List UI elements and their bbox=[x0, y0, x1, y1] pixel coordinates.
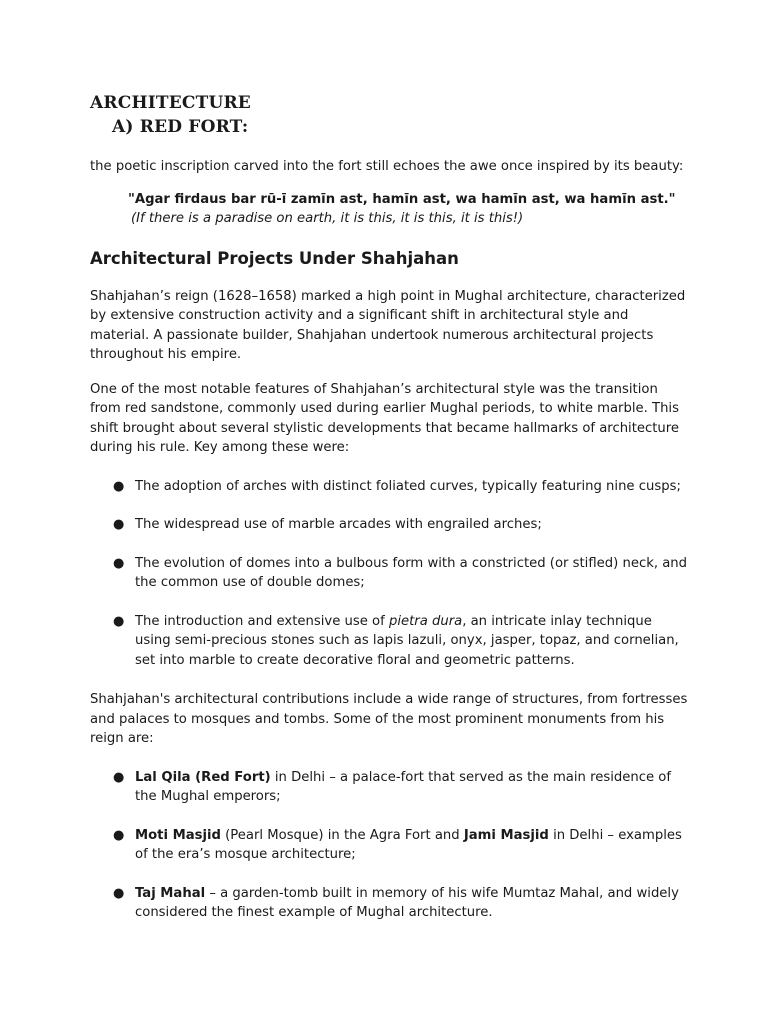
bullet-icon: ● bbox=[113, 613, 125, 629]
subsection-heading-text: RED FORT: bbox=[139, 117, 249, 137]
feature-text-pre: The introduction and extensive use of bbox=[135, 613, 389, 629]
feature-term: pietra dura bbox=[388, 613, 463, 629]
list-item bbox=[90, 884, 690, 923]
feature-text: The adoption of arches with distinct foliated curves, typically featuring nine cusps; bbox=[135, 478, 681, 494]
feature-text: The widespread use of marble arcades with engrailed arches; bbox=[135, 517, 542, 532]
paragraph-reign: Shahjahan’s reign (1628–1658) marked a high point in Mughal architecture, characterized by extensive construction activity and a significant shift in architectural style and material. A passionate builder, Shahjahan undertook numerous architectural projects throughout his empire. bbox=[90, 288, 686, 362]
feature-text: The evolution of domes into a bulbous form with a constricted (or stifled) neck, and the common use of double domes; bbox=[135, 555, 688, 590]
document-page bbox=[90, 92, 690, 923]
inscription-quote bbox=[128, 190, 690, 228]
monument-text: in Delhi – a palace-fort that served as the main residence of the Mughal emperors; bbox=[135, 769, 671, 804]
monument-name: Taj Mahal bbox=[135, 885, 206, 901]
monument-name: Moti Masjid bbox=[135, 827, 221, 843]
bullet-icon: ● bbox=[113, 517, 125, 532]
feature-text-post: , an intricate inlay technique using semi-precious stones such as lapis lazuli, onyx, jasper, topaz, and cornelian, set into marble to create decorative floral and geometric patterns. bbox=[135, 613, 679, 668]
intro-paragraph: the poetic inscription carved into the fort still echoes the awe once inspired by its beauty: bbox=[90, 159, 684, 174]
features-list bbox=[90, 477, 690, 671]
paragraph-style: One of the most notable features of Shahjahan’s architectural style was the transition from red sandstone, commonly used during earlier Mughal periods, to white marble. This shift brought about several stylistic developments that became hallmarks of architecture during his rule. Key among these were: bbox=[90, 381, 680, 455]
monument-name: Lal Qila (Red Fort) bbox=[135, 769, 271, 785]
list-item bbox=[90, 612, 690, 671]
monument-text: – a garden-tomb built in memory of his wife Mumtaz Mahal, and widely considered the finest example of Mughal architecture. bbox=[135, 885, 679, 920]
list-item bbox=[90, 554, 690, 593]
monument-text: in Delhi – examples of the era’s mosque architecture; bbox=[135, 827, 682, 862]
bullet-icon: ● bbox=[113, 555, 125, 571]
subsection-marker: A) bbox=[112, 117, 134, 137]
monuments-list bbox=[90, 768, 690, 923]
bullet-icon: ● bbox=[113, 769, 125, 785]
quote-original: "Agar firdaus bar rū-ī zamīn ast, hamīn ast, wa hamīn ast, wa hamīn ast." bbox=[128, 191, 676, 207]
section-title: Architectural Projects Under Shahjahan bbox=[90, 248, 459, 268]
section-heading bbox=[90, 92, 690, 114]
section-heading-text: ARCHITECTURE bbox=[90, 93, 251, 113]
list-item bbox=[90, 515, 690, 535]
list-item bbox=[90, 477, 690, 497]
monument-name: Jami Masjid bbox=[463, 827, 549, 843]
monument-text: (Pearl Mosque) in the Agra Fort and bbox=[220, 827, 464, 843]
subsection-heading bbox=[112, 116, 690, 138]
paragraph-contributions: Shahjahan's architectural contributions include a wide range of structures, from fortresses and palaces to mosques and tombs. Some of the most prominent monuments from his reign are: bbox=[90, 692, 688, 746]
bullet-icon: ● bbox=[113, 885, 125, 901]
bullet-icon: ● bbox=[113, 478, 125, 494]
list-item bbox=[90, 768, 690, 807]
list-item bbox=[90, 826, 690, 865]
quote-translation: (If there is a paradise on earth, it is this, it is this, it is this!) bbox=[131, 210, 524, 226]
bullet-icon: ● bbox=[113, 827, 125, 843]
